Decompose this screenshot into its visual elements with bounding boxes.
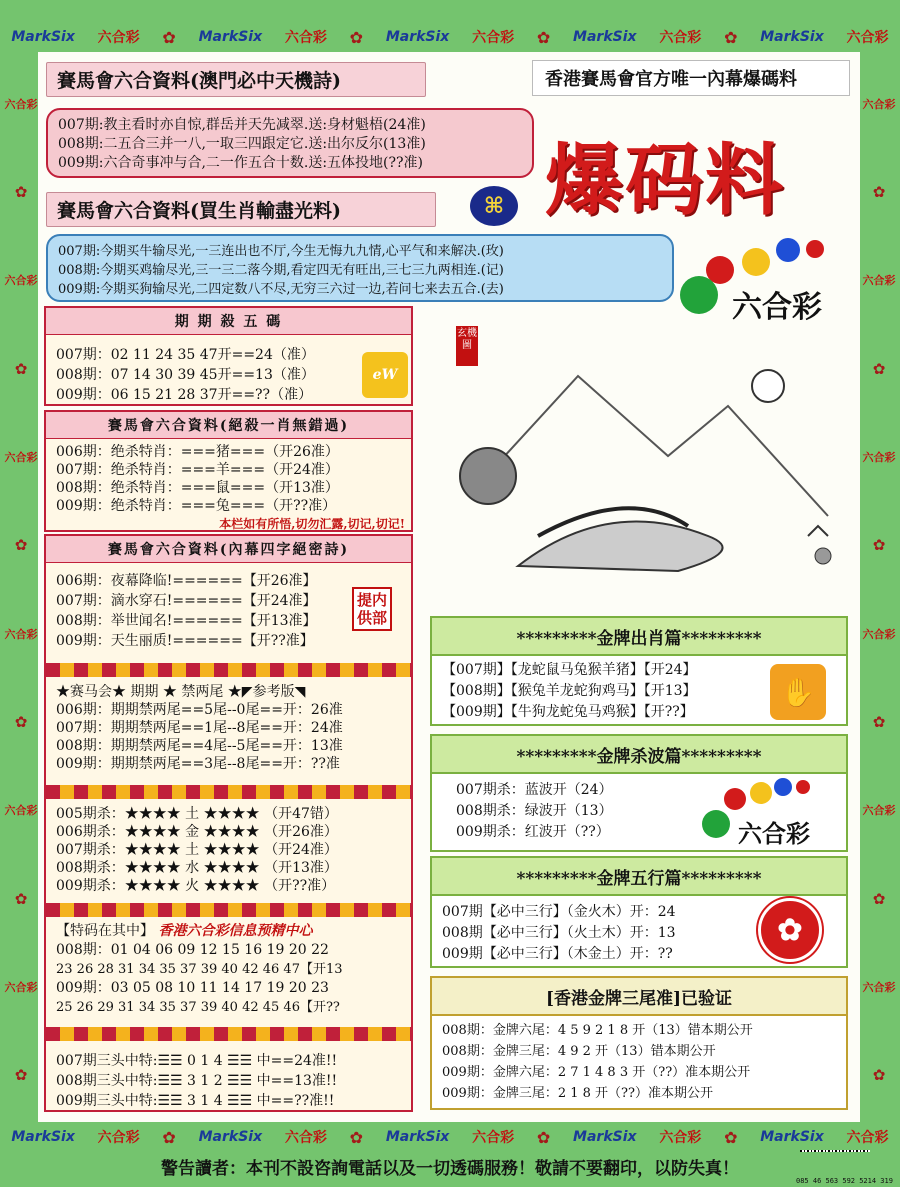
flower-icon: ✿ [162,1127,176,1147]
brand-text: MarkSix [198,1129,263,1145]
lhc-text: 六合彩 [284,30,327,46]
big-title: 爆码料 [545,136,786,226]
bauhinia-emblem-icon: ✿ [758,898,822,962]
flower-icon: ✿ [14,1066,28,1085]
brand-text: MarkSix [760,1129,824,1145]
stars-row: 008期杀：★★★★ 水 ★★★★ （开13准） [56,860,338,876]
poem-row: 008期:二五合三并一八,一取三四跟定它.送:出尔反尔(13准) [58,136,426,152]
kill-zodiac-row: 007期：绝杀特肖：===羊===（开24准） [56,462,339,478]
brand-text: MarkSix [11,1129,75,1145]
gold-element-row: 009期【必中三行】（木金土）开：?? [442,946,673,962]
red-ball-small [806,240,824,258]
secret-poem-title: 賽馬會六合資料(內幕四字絕密詩) [46,536,411,563]
zodiac-row: 008期:今期买鸡输尽光,三一三二落今期,看定四无有旺出,三七三九两相连.(记) [58,263,504,278]
ewin-logo-icon: eW [362,352,408,398]
gold-wave-title: *********金牌杀波篇********* [430,734,848,775]
kill-five-row: 008期：07 14 30 39 45开==13（准） [56,367,315,383]
riddle-label: 玄機圖 [456,326,478,366]
secret-poem-row: 007期：滴水穿石!======【开24准】 [56,593,317,609]
poem-row: 009期:六合奇事冲与合,二一作五合十数.送:五体投地(??准) [58,155,423,171]
flower-icon: ✿ [872,359,886,378]
green-ball [702,810,730,838]
flower-icon: ✿ [536,27,551,47]
lhc-label: 六合彩 [738,819,810,848]
lhc-text: 六合彩 [659,1130,702,1146]
zodiac-box [46,234,674,302]
kill-zodiac-row: 008期：绝杀特肖：===鼠===（开13准） [56,480,339,496]
secret-poem-row: 006期：夜幕降临!======【开26准】 [56,573,317,589]
lhc-text: 六合彩 [862,450,896,464]
gold-tail-row: 009期：金牌六尾：2 7 1 4 8 3 开（??）准本期公开 [442,1065,751,1080]
flower-icon: ✿ [872,889,886,908]
lhc-text: 六合彩 [4,804,38,818]
brand-text: MarkSix [385,29,450,45]
gold-tail-row: 008期：金牌六尾：4 5 9 2 1 8 开（13）错本期公开 [442,1023,753,1038]
gold-zodiac-title: *********金牌出肖篇********* [430,616,848,657]
kill-five-row: 009期：06 15 21 28 37开==??（准） [56,387,313,403]
zodiac-row: 007期:今期买牛输尽光,一三连出也不厅,今生无悔九九情,心平气和来解决.(玫) [58,244,504,259]
riddle-illustration [428,316,848,608]
money-bag-icon: ✋ [770,664,826,720]
stars-row: 009期杀：★★★★ 火 ★★★★ （开??准） [56,878,336,894]
special-center: 香港六合彩信息预精中心 [158,923,313,939]
ban-tail-row: 009期：期期禁两尾==3尾--8尾==开：??准 [56,756,340,772]
lhc-label: 六合彩 [732,290,822,325]
yellow-ball [742,248,770,276]
flower-icon: ✿ [724,27,738,47]
three-head-row: 007期三头中特:☰☰ 0 1 4 ☰☰ 中==24准!! [56,1053,338,1069]
flower-icon: ✿ [872,1066,886,1085]
lhc-text: 六合彩 [4,980,38,994]
gold-element-row: 008期【必中三行】（火土木）开：13 [442,925,676,941]
secret-poem-row: 009期：天生丽质!======【开??准】 [56,633,314,649]
gold-zodiac-row: 【008期】【猴兔羊龙蛇狗鸡马】【开13】 [442,683,697,699]
zodiac-row: 009期:今期买狗输尽光,二四定数八不尽,无穷三六过一边,若问七来去五合.(去) [58,282,504,297]
brand-text: MarkSix [760,29,824,45]
lhc-text: 六合彩 [862,274,896,288]
flower-icon: ✿ [14,359,28,378]
lhc-text: 六合彩 [97,30,140,46]
header-right-title: 香港賽馬會官方唯一內幕爆碼料 [532,60,850,96]
gold-wave-row: 008期杀：绿波开（13） [456,803,613,819]
gold-tail-row: 008期：金牌三尾：4 9 2 开（13）错本期公开 [442,1044,716,1059]
stars-row: 005期杀：★★★★ 土 ★★★★ （开47错） [56,806,338,822]
jockey-club-logo: ⌘ [470,186,518,226]
lhc-text: 六合彩 [862,980,896,994]
footer-warning: 警告讀者：本刊不設咨詢電話以及一切透碼服務！敬請不要翻印，以防失真！ [0,1152,900,1187]
gold-element-title: *********金牌五行篇********* [430,856,848,897]
flower-icon: ✿ [872,712,886,731]
yellow-ball [750,782,772,804]
lhc-text: 六合彩 [4,450,38,464]
gold-zodiac-box [430,654,848,726]
green-ball [680,276,718,314]
kill-zodiac-panel [44,410,413,532]
border-bottom [0,1122,900,1152]
flower-icon: ✿ [724,1127,738,1147]
special-row: 23 26 28 31 34 35 37 39 40 42 46 47【开13 [56,962,343,977]
brand-text: MarkSix [573,29,637,45]
three-head-row: 009期三头中特:☰☰ 3 1 4 ☰☰ 中==??准!! [56,1093,335,1109]
flower-icon: ✿ [14,182,28,201]
header-left-title: 賽馬會六合資料(澳門必中天機詩) [46,62,426,97]
lhc-text: 六合彩 [4,274,38,288]
kill-zodiac-row: 009期：绝杀特肖：===兔===（开??准） [56,498,337,514]
kill-zodiac-title: 賽馬會六合資料(絕殺一肖無錯過) [46,412,411,439]
flower-icon: ✿ [162,27,176,47]
header-second-title: 賽馬會六合資料(買生肖輸盡光料) [46,192,436,227]
divider-wave [46,1027,411,1041]
brand-text: MarkSix [385,1129,450,1145]
flower-icon: ✿ [14,889,28,908]
kill-five-panel [44,306,413,406]
lhc-text: 六合彩 [846,1130,889,1146]
gold-tail-box [430,1014,848,1110]
ban-tail-header: ★赛马会★ 期期 ★ 禁两尾 ★◤参考版◥ [56,684,306,700]
lhc-text: 六合彩 [284,1130,327,1146]
lhc-text: 六合彩 [4,627,38,641]
main-left-panel [44,534,413,1112]
divider-wave [46,663,411,677]
gold-wave-row: 007期杀：蓝波开（24） [456,782,613,798]
blue-ball [774,778,792,796]
gold-wave-row: 009期杀：红波开（??） [456,824,610,840]
ban-tail-row: 006期：期期禁两尾==5尾--0尾==开：26准 [56,702,343,718]
poem-box [46,108,534,178]
secret-poem-row: 008期：举世闻名!======【开13准】 [56,613,317,629]
blue-ball [776,238,800,262]
lhc-text: 六合彩 [97,1130,140,1146]
lhc-text: 六合彩 [4,97,38,111]
ban-tail-row: 007期：期期禁两尾==1尾--8尾==开：24准 [56,720,343,736]
barcode-number: 085 46 563 592 5214 319 [796,1177,893,1185]
inside-info-stamp: 提内供部 [352,587,392,631]
three-head-row: 008期三头中特:☰☰ 3 1 2 ☰☰ 中==13准!! [56,1073,338,1089]
gold-zodiac-row: 【009期】【牛狗龙蛇兔马鸡猴】【开??】 [442,704,694,720]
brand-text: MarkSix [11,29,75,45]
kill-five-row: 007期：02 11 24 35 47开==24（准） [56,347,315,363]
kill-zodiac-row: 006期：绝杀特肖：===猪===（开26准） [56,444,339,460]
gold-tail-row: 009期：金牌三尾：2 1 8 开（??）准本期公开 [442,1086,713,1101]
special-row: 008期：01 04 06 09 12 15 16 19 20 22 [56,942,329,958]
lhc-text: 六合彩 [862,804,896,818]
gold-wave-box [430,772,848,852]
brand-text: MarkSix [198,29,263,45]
gold-zodiac-row: 【007期】【龙蛇鼠马兔猴羊猪】【开24】 [442,662,697,678]
lhc-text: 六合彩 [862,97,896,111]
lhc-text: 六合彩 [659,30,702,46]
lhc-text: 六合彩 [472,30,515,46]
lhc-text: 六合彩 [862,627,896,641]
lhc-text: 六合彩 [472,1130,515,1146]
stars-row: 006期杀：★★★★ 金 ★★★★ （开26准） [56,824,338,840]
brand-text: MarkSix [573,1129,637,1145]
border-top [0,22,900,52]
flower-icon: ✿ [872,536,886,555]
divider-wave [46,903,411,917]
divider-wave [46,785,411,799]
border-left [4,60,38,1120]
special-label: 【特码在其中】 [56,923,154,939]
flower-icon: ✿ [349,27,364,47]
border-right [862,60,896,1120]
special-row: 25 26 29 31 34 35 37 39 40 42 45 46【开?? [56,1000,340,1015]
ban-tail-row: 008期：期期禁两尾==4尾--5尾==开：13准 [56,738,343,754]
special-row: 009期：03 05 08 10 11 14 17 19 20 23 [56,980,329,996]
stars-row: 007期杀：★★★★ 土 ★★★★ （开24准） [56,842,338,858]
gold-element-row: 007期【必中三行】（金火木）开：24 [442,904,676,920]
flower-icon: ✿ [14,712,28,731]
gold-tail-title: [香港金牌三尾准]已验证 [430,976,848,1017]
poem-row: 007期:教主看时亦自惊,群岳并天先减翠.送:身材魁梧(24准) [58,117,426,133]
riddle-picture [428,316,848,608]
red-ball-small [796,780,810,794]
gold-element-box [430,894,848,968]
kill-zodiac-note: 本栏如有所悟,切勿汇露,切记,切记! [219,517,405,531]
flower-icon: ✿ [872,182,886,201]
lhc-text: 六合彩 [846,30,889,46]
kill-five-title: 期 期 殺 五 碼 [46,308,411,335]
flower-icon: ✿ [349,1127,364,1147]
flower-icon: ✿ [536,1127,551,1147]
flower-icon: ✿ [14,536,28,555]
red-ball [724,788,746,810]
